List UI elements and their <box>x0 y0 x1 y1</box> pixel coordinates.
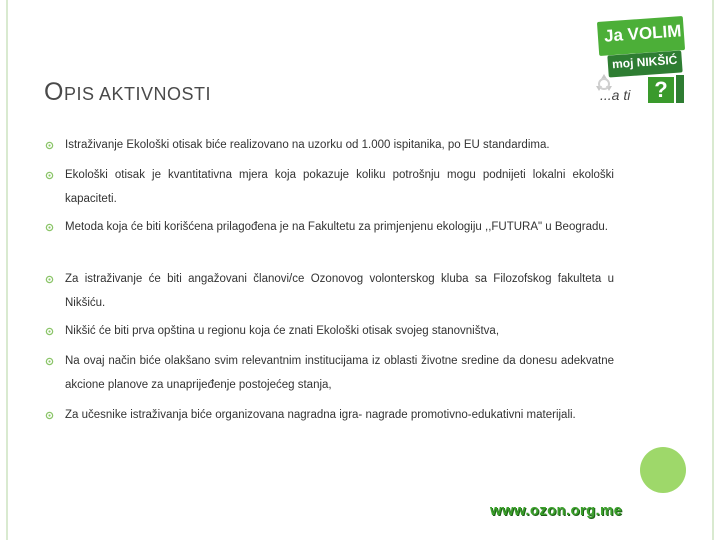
bullet-item <box>44 319 614 343</box>
leaf-bullet-icon <box>44 222 54 232</box>
bullet-text: Za učesnike istraživanja biće organizovana nagradna igra- nagrade promotivno-edukativni materijali. <box>65 409 576 421</box>
leaf-bullet-icon <box>44 326 54 336</box>
title-rest: PIS AKTIVNOSTI <box>63 84 211 104</box>
leaf-bullet-icon <box>44 274 54 284</box>
decorative-circle <box>640 447 686 493</box>
bullet-item <box>44 267 614 315</box>
website-link[interactable]: www.ozon.org.me <box>490 502 623 519</box>
bullet-text: Na ovaj način biće olakšano svim relevantnim institucijama iz oblasti životne sredine da donesu adekvatne akcione planove za unaprijeđenje postojećeg stanja, <box>65 355 614 391</box>
logo-line1: Ja VOLIM <box>603 21 683 46</box>
bullet-item <box>44 133 614 157</box>
title-first-letter: O <box>44 78 64 106</box>
leaf-bullet-icon <box>44 170 54 180</box>
logo-question-mark: ? <box>648 77 674 103</box>
bullet-text: Istraživanje Ekološki otisak biće realizovano na uzorku od 1.000 ispitanika, po EU standardima. <box>65 139 550 151</box>
bullet-item <box>44 215 614 239</box>
logo-line3: ...a ti <box>600 87 631 103</box>
leaf-bullet-icon <box>44 410 54 420</box>
bullet-text: Metoda koja će biti korišćena prilagođena je na Fakultetu za primjenjenu ekologiju ,,FUTURA" u Beogradu. <box>65 221 608 233</box>
bullet-item <box>44 403 614 427</box>
logo-line2: moj NIKŠIĆ <box>611 52 678 72</box>
bullet-item <box>44 349 614 397</box>
bullet-item <box>44 163 614 211</box>
leaf-bullet-icon <box>44 356 54 366</box>
bullet-text: Nikšić će biti prva opština u regionu koja će znati Ekološki otisak svojeg stanovništva, <box>65 325 500 337</box>
bullet-text: Za istraživanje će biti angažovani članovi/ce Ozonovog volonterskog kluba sa Filozofskog fakulteta u Nikšiću. <box>65 273 614 309</box>
leaf-bullet-icon <box>44 140 54 150</box>
bullet-text: Ekološki otisak je kvantitativna mjera koja pokazuje koliku potrošnju mogu podnijeti lokalni ekološki kapaciteti. <box>65 169 614 205</box>
